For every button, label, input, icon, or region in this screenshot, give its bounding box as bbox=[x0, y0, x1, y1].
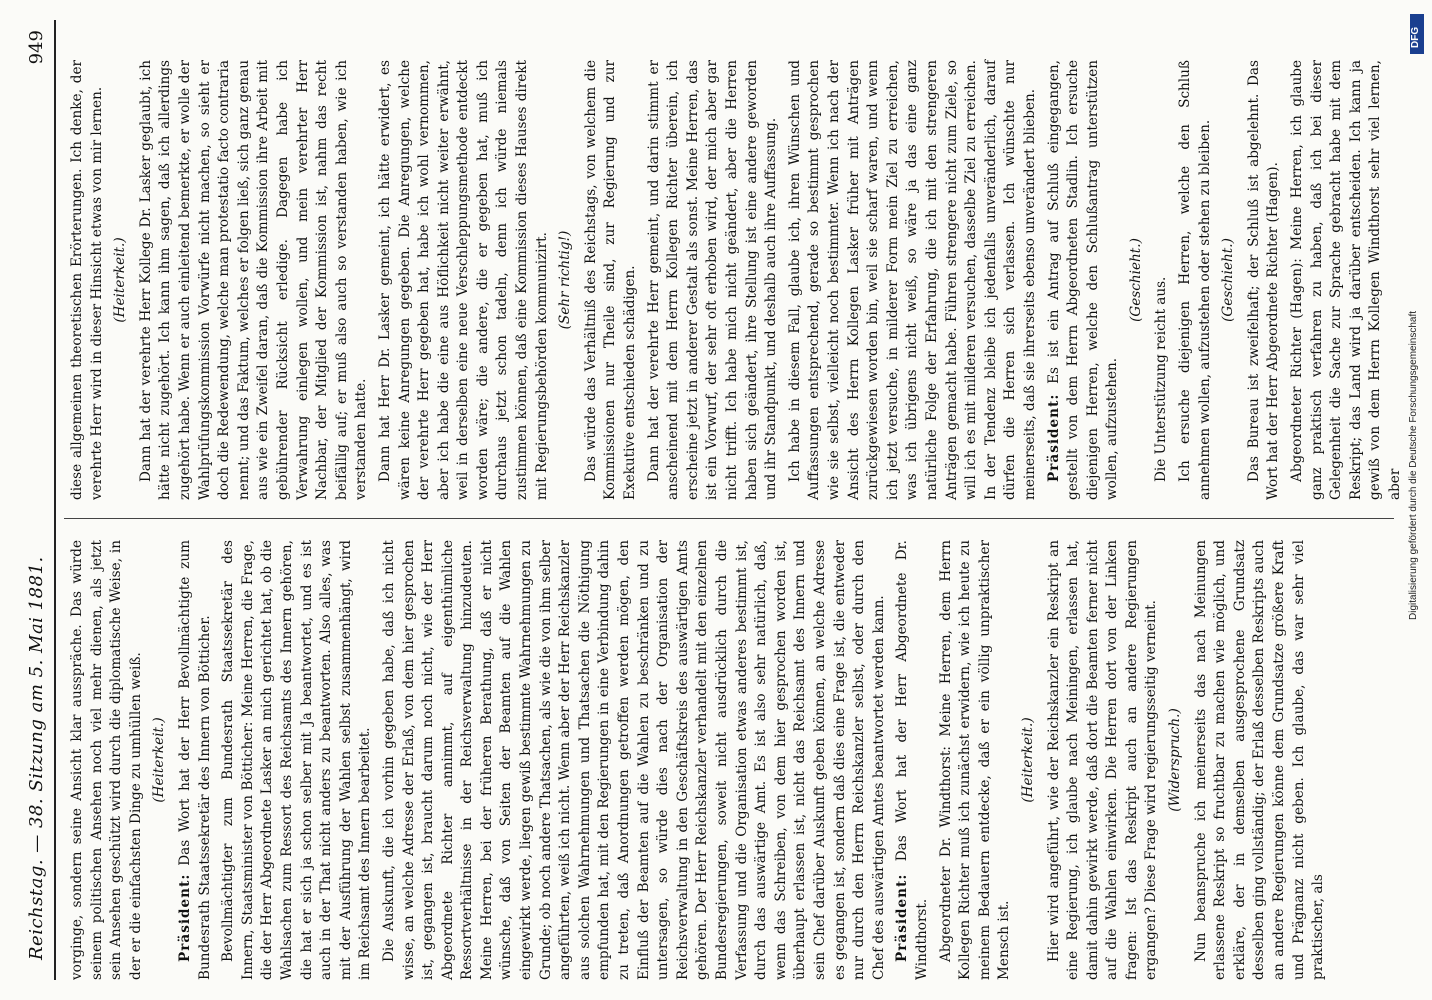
speaker-label: Präsident: bbox=[176, 873, 193, 962]
interjection: (Geschieht.) bbox=[1220, 238, 1237, 322]
paragraph-text: Ich ersuche diejenigen Herren, welche den Schluß annehmen wollen, aufzustehen oder stehen zu bleiben. bbox=[1177, 60, 1213, 500]
paragraph bbox=[380, 540, 889, 980]
paragraph bbox=[176, 540, 215, 980]
dfg-logo bbox=[1410, 14, 1424, 54]
paragraph-text: Hier wird angeführt, wie der Reichskanzler ein Reskript an eine Regierung, ich glaube nach Meiningen, erlassen hat, damit dahin gewirkt werde, daß dort die Beamten ferner nicht auf die Wahlen einwirken. Die Herren dort von der Linken fragen: Ist das Reskript auch an andere Regierungen ergangen? Diese Frage wird regierungsseitig verneint. bbox=[1045, 540, 1160, 980]
paragraph-text: Das Bureau ist zweifelhaft; der Schluß ist abgelehnt. Das Wort hat der Herr Abgeordnete Richter (Hagen). bbox=[1245, 60, 1282, 500]
paragraph-text: Abgeordneter Dr. Windthorst: Meine Herren, dem Herrn Kollegen Richter muß ich zunächst erwidern, wie ich heute zu meinem Bedauern entdecke, daß er ein völlig unpraktischer Mensch ist. bbox=[937, 540, 1013, 980]
paragraph-text: Nun beanspruche ich meinerseits das nach Meinungen erlassene Reskript so fruchtbar zu machen wie möglich, und erkläre, der in demselben ausgesprochene Grundsatz desselben ging vollständig; der Erlaß desselben Reskripts auch an andere Regierungen könne dem Grundsatze größere Kraft und Prägnanz nicht geben. Ich glaube, das war sehr viel praktischer, als bbox=[1192, 540, 1327, 980]
interjection: (Geschieht.) bbox=[1127, 238, 1144, 322]
interjection: (Heiterkeit.) bbox=[112, 237, 129, 323]
paragraph-text: Ich habe in diesem Fall, glaube ich, ihren Wünschen und Auffassungen entsprechend, gerade so bestimmt gesprochen wie sie selbst, vielleicht noch bestimmter. Wenn ich nach der Ansicht des Herrn Kollegen Lasker früher mit Anträgen zurückgewiesen worden bin, weil sie scharf waren, und wenn ich jetzt versuche, in milderer Form mein Ziel zu erreichen, was ich übrigens nicht weiß, so wäre ja das eine ganz natürliche Folge der Erfahrung, die ich mit den strengeren Anträgen gemacht habe. Führen strengere nicht zum Ziele, so will ich es mit milderen versuchen, dasselbe Ziel zu erreichen. In der Tendenz bleibe ich jedenfalls unveränderlich, darauf dürfen die Herren sich verlassen. Ich wünschte nur meinerseits, daß sie ihrerseits ebenso unverändert blieben. bbox=[786, 60, 1038, 500]
footer-credit: Digitalisierung gefördert durch die Deutsche Forschungsgemeinschaft bbox=[1408, 310, 1419, 620]
paragraph bbox=[1152, 60, 1172, 500]
paragraph bbox=[1045, 540, 1163, 980]
paragraph-text: Abgeordneter Richter (Hagen): Meine Herren, ich glaube ganz praktisch verfahren zu haben, daß ich bei dieser Gelegenheit die Sache zur Sprache gebracht habe mit dem Reskript; das Land wird ja darüber entscheiden. Ich kann ja gewiß von dem Herrn Kollegen Windthorst sehr viel lernen, aber bbox=[1289, 60, 1403, 500]
paragraph-text: Dann hat der verehrte Herr gemeint, und darin stimmt er anscheinend mit dem Herrn Kollegen Richter überein, ich erscheine jetzt in anderer Gestalt als sonst. Meine Herren, das ist ein Vorwurf, der sehr oft erhoben wird, der mich aber gar nicht trifft. Ich habe mich nicht geändert, aber die Herren haben sich geändert, ihre Stellung ist eine andere geworden und ihr Standpunkt, und deshalb auch ihre Auffassung. bbox=[645, 60, 780, 500]
paragraph bbox=[893, 540, 932, 980]
column-divider bbox=[64, 518, 1394, 519]
paragraph-text: vorginge, sondern seine Ansicht klar ausspräche. Das würde seinem politischen Ansehen noch viel mehr dienen, als jetzt sein Ansehen geschützt wird durch die diplomatische Weise, in der er die einfachsten Dinge zu umhüllen weiß. bbox=[69, 540, 144, 980]
paragraph bbox=[68, 60, 107, 500]
interjection: (Sehr richtig!) bbox=[557, 230, 574, 330]
header-title: Reichstag. — 38. Sitzung am 5. Mai 1881. bbox=[26, 556, 47, 960]
paragraph bbox=[219, 540, 376, 980]
paragraph bbox=[1288, 60, 1406, 500]
rotated-document-page bbox=[20, 20, 1403, 980]
interjection: (Widerspruch.) bbox=[1167, 708, 1184, 812]
text-column-left bbox=[68, 540, 1388, 980]
paragraph bbox=[68, 540, 146, 980]
page-header bbox=[20, 20, 56, 980]
paragraph bbox=[376, 60, 552, 500]
paragraph bbox=[582, 60, 641, 500]
paragraph-text: Die Unterstützung reicht aus. bbox=[1153, 276, 1170, 482]
paragraph-text: Das würde das Verhältniß des Reichstags, von welchem die Kommissionen nur Theile sind, zur Regierung und zur Exekutive entschieden schädigen. bbox=[582, 60, 639, 500]
interjection: (Heiterkeit.) bbox=[151, 717, 168, 803]
text-column-right bbox=[68, 60, 1403, 500]
dfg-logo-label: DFG bbox=[1410, 26, 1421, 48]
paragraph-text: Dann hat der verehrte Herr Kollege Dr. Lasker geglaubt, ich hätte nicht zugehört. Ich kann ihm sagen, daß ich allerdings zugehört habe. Wenn er auch einleitend bemerkte, er wolle der Wahlprüfungskommission Vorwürfe nicht machen, so sieht er doch die Redewendung, welche man protestatio facto contraria nennt; und das Faktum, welches er folgen ließ, sich ganz genau aus wie ein Zweifel daran, daß die Kommission ihre Arbeit mit gebührender Rücksicht erledige. Dagegen habe ich Verwahrung einlegen wollen, und mein verehrter Herr Nachbar, der Mitglied der Kommission ist, nahm das recht beifällig auf; er muß also auch so verstanden haben, wie ich verstanden hatte. bbox=[137, 60, 370, 500]
paragraph bbox=[137, 60, 372, 500]
paragraph-text: Es ist ein Antrag auf Schluß eingegangen, gestellt von dem Herrn Abgeordneten Stadlin. Ich ersuche diejenigen Herren, welche den Schlußantrag unterstützen wollen, aufzustehen. bbox=[1045, 60, 1121, 500]
paragraph bbox=[1176, 60, 1215, 500]
paragraph bbox=[1192, 540, 1329, 980]
paragraph-text: Das Wort hat der Herr Abgeordnete Dr. Windthorst. bbox=[894, 540, 930, 980]
speaker-label: Präsident: bbox=[1045, 393, 1062, 482]
paragraph-text: Dann hat Herr Dr. Lasker gemeint, ich hätte erwidert, es wären keine Anregungen gegeben. Die Anregungen, welche der verehrte Herr gegeben hat, habe ich wohl vernommen, aber ich habe die eine aus Höflichkeit nicht weiter erwähnt, weil in derselben eine neue Verschleppungsmethode entdeckt worden wäre; die andere, die er gegeben hat, muß ich durchaus jetzt schon tadeln, denn ich würde niemals zustimmen können, daß eine Kommission dieses Hauses direkt mit Regierungsbehörden kommunizirt. bbox=[376, 60, 550, 500]
page-number: 949 bbox=[26, 30, 47, 65]
paragraph-text: Die Auskunft, die ich vorhin gegeben habe, daß ich nicht wisse, an welche Adresse der Erlaß, von dem hier gesprochen ist, gegangen ist, braucht darum noch nicht, wie der Herr Abgeordnete Richter annimmt, auf eigenthümliche Ressortverhältnisse in der Reichsverwaltung hinzudeuten. Meine Herren, bei der früheren Berathung, daß er nicht wünsche, daß von Seiten der Beamten auf die Wahlen eingewirkt werde, liegen gewiß bestimmte Wahrnehmungen zu Grunde; ob noch andere Thatsachen, als wie die von ihm selber angeführten, weiß ich nicht. Wenn aber der Herr Reichskanzler aus solchen Wahrnehmungen und Thatsachen die Nöthigung empfunden hat, mit den Regierungen in eine Verbindung dahin zu treten, daß Anordnungen getroffen werden mögen, den Einfluß der Beamten auf die Wahlen zu beschränken und zu untersagen, so würde dies nach der Organisation der Reichsverwaltung in den Geschäftskreis des auswärtigen Amts gehören. Der Herr Reichskanzler verhandelt mit den einzelnen Bundesregierungen, soweit nicht ausdrücklich durch die Verfassung und die Organisation etwas anderes bestimmt ist, durch das auswärtige Amt. Es ist also sehr natürlich, daß, wenn das Schreiben, von dem hier gesprochen worden ist, überhaupt erlassen ist, nicht das Reichsamt des Innern und sein Chef darüber Auskunft geben können, an welche Adresse es gegangen ist, sondern daß dies eine Frage ist, die entweder nur durch den Herrn Reichskanzler selbst, oder durch den Chef des auswärtigen Amtes beantwortet werden kann. bbox=[380, 540, 887, 980]
paragraph bbox=[645, 60, 782, 500]
paragraph bbox=[937, 540, 1015, 980]
paragraph bbox=[1245, 60, 1284, 500]
paragraph-text: Das Wort hat der Herr Bevollmächtigte zum Bundesrath Staatssekretär des Innern von Bötticher. bbox=[176, 540, 213, 980]
paragraph bbox=[786, 60, 1041, 500]
paragraph bbox=[1045, 60, 1123, 500]
interjection: (Heiterkeit.) bbox=[1019, 717, 1036, 803]
speaker-label: Präsident: bbox=[894, 873, 911, 962]
paragraph-text: diese allgemeinen theoretischen Erörterungen. Ich denke, der verehrte Herr wird in dieser Hinsicht etwas von mir lernen. bbox=[69, 60, 105, 500]
paragraph-text: Bevollmächtigter zum Bundesrath Staatssekretär des Innern, Staatsminister von Bötticher: Meine Herren, die Frage, die der Herr Abgeordnete Lasker an mich gerichtet hat, ob die Wahlsachen zum Ressort des Reichsamts des Innern gehören, die hat er sich ja schon selber mit Ja beantwortet, und es ist auch in der That nicht anders zu beantworten. Also alles, was mit der Ausführung der Wahlen selbst zusammenhängt, wird im Reichsamt des Innern bearbeitet. bbox=[220, 540, 374, 980]
digitization-footer bbox=[1408, 60, 1426, 620]
